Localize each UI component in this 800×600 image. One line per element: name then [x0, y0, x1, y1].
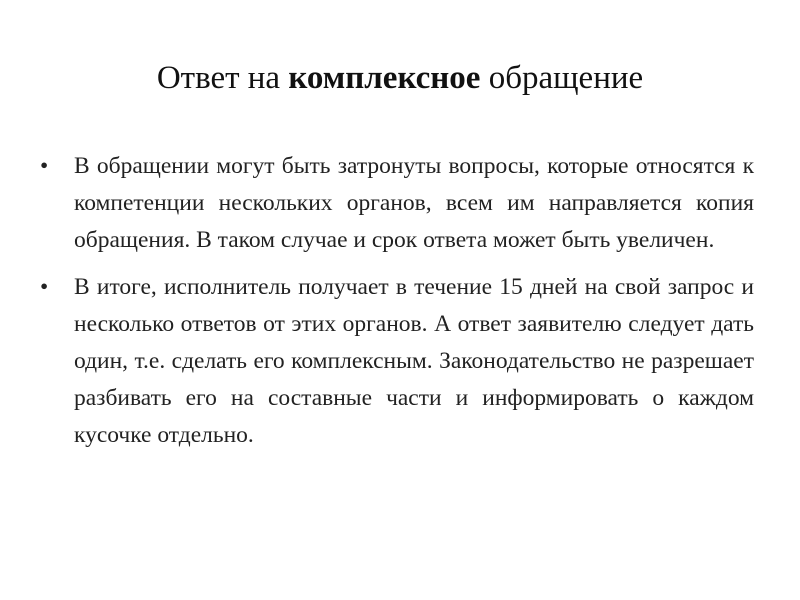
bullet-item [40, 269, 754, 454]
title-bold-word: комплексное [288, 60, 481, 96]
bullet-text: В обращении могут быть затронуты вопросы, которые относятся к компетенции нескольких органов, всем им направляется копия обращения. В таком случае и срок ответа может быть увеличен. [74, 153, 754, 253]
bullet-marker: • [40, 153, 49, 179]
bullet-marker: • [40, 274, 49, 300]
bullet-item [40, 148, 754, 259]
bullet-text: В итоге, исполнитель получает в течение 15 дней на свой запрос и несколько ответов от этих органов. А ответ заявителю следует дать один, т.е. сделать его комплексным. Законодательство не разрешает разбивать его на составные части и информировать о каждом кусочке отдельно. [74, 274, 754, 448]
title-part1: Ответ на [156, 60, 289, 96]
slide-title [0, 56, 800, 100]
bullet-list [40, 148, 754, 464]
title-part2: обращение [480, 60, 644, 96]
